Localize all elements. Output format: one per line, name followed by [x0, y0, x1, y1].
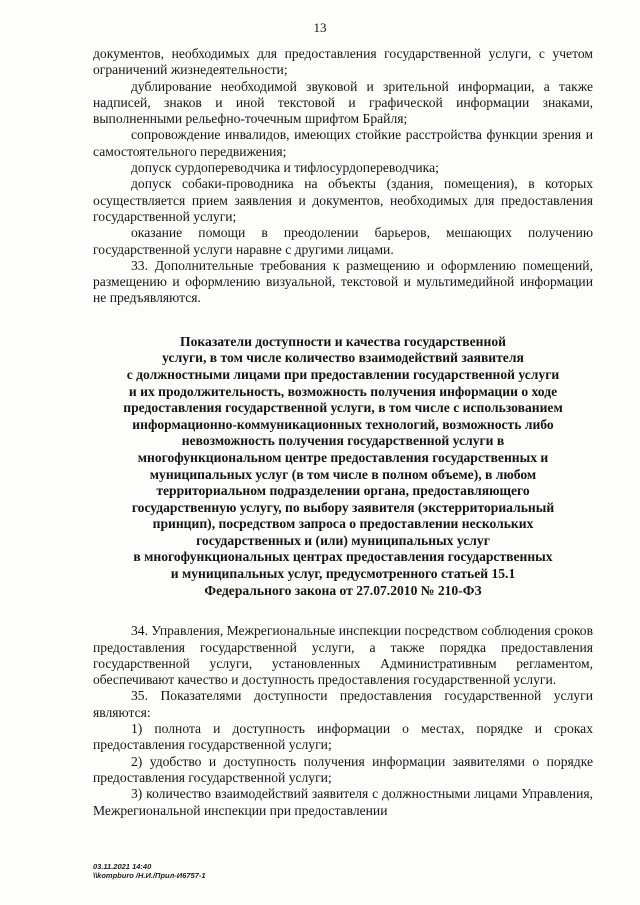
paragraph: оказание помощи в преодолении барьеров, мешающих получению государственной услуги наравне с другими лицами. — [93, 225, 593, 257]
heading-line: с должностными лицами при предоставлении государственной услуги — [126, 366, 560, 382]
footer-path: \\kompburo /Н.И./Прил-И6757-1 — [93, 871, 206, 880]
footer-stamp — [93, 862, 206, 880]
heading-line: территориальном подразделении органа, предоставляющего — [156, 483, 530, 499]
paragraph: дублирование необходимой звуковой и зрительной информации, а также надписей, знаков и иной текстовой и графической информации знаками, выполненными рельефно-точечным шрифтом Брайля; — [93, 78, 593, 127]
heading-line: и их продолжительность, возможность получения информации о ходе — [128, 383, 558, 399]
paragraph: документов, необходимых для предоставления государственной услуги, с учетом ограничений жизнедеятельности; — [93, 46, 593, 78]
paragraph-33: 33. Дополнительные требования к размещению и оформлению помещений, размещению и оформлению визуальной, текстовой и мультимедийной информации не предъявляются. — [93, 257, 593, 306]
paragraph: допуск собаки-проводника на объекты (здания, помещения), в которых осуществляется прием заявления и документов, необходимых для предоставления государственной услуги; — [93, 176, 593, 224]
paragraph: допуск сурдопереводчика и тифлосурдопереводчика; — [131, 160, 439, 176]
heading-line: информационно-коммуникационных технологий, возможность либо — [132, 416, 554, 432]
paragraph: сопровождение инвалидов, имеющих стойкие расстройства функции зрения и самостоятельного передвижения; — [93, 127, 593, 159]
page-number: 13 — [313, 20, 327, 35]
heading-line: государственных и (или) муниципальных услуг — [196, 532, 490, 548]
heading-line: государственную услугу, по выбору заявителя (экстерриториальный — [131, 499, 555, 515]
heading-line: Показатели доступности и качества государственной — [180, 333, 506, 349]
heading-line: Федерального закона от 27.07.2010 № 210-ФЗ — [204, 582, 482, 598]
list-item: 2) удобство и доступность получения информации заявителями о порядке предоставления государственной услуги; — [93, 753, 593, 785]
footer-date: 03.11.2021 14:40 — [93, 862, 152, 871]
paragraph-35: 35. Показателями доступности предоставления государственной услуги являются: — [93, 688, 593, 720]
heading-line: услуги, в том числе количество взаимодействий заявителя — [162, 350, 524, 366]
list-item: 1) полнота и доступность информации о местах, порядке и сроках предоставления государственной услуги; — [93, 721, 593, 753]
heading-line: предоставления государственной услуги, в том числе с использованием — [123, 400, 563, 416]
heading-line: невозможность получения государственной услуги в — [181, 433, 505, 449]
heading-line: принцип), посредством запроса о предоставлении нескольких — [152, 516, 534, 532]
document-body — [93, 46, 593, 819]
heading-line: и муниципальных услуг, предусмотренного статьей 15.1 — [170, 566, 516, 582]
heading-line: многофункциональном центре предоставления государственных и — [137, 449, 549, 465]
heading-line: муниципальных услуг (в том числе в полном объеме), в любом — [149, 466, 537, 482]
paragraph-34: 34. Управления, Межрегиональные инспекции посредством соблюдения сроков предоставления государственной услуги, а также порядка предоставления государственной услуги, установленных Административным регламентом, обеспечивают качество и доступность предоставления государственной услуги. — [93, 623, 593, 688]
list-item: 3) количество взаимодействий заявителя с должностными лицами Управления, Межрегиональной инспекции при предоставлении — [93, 786, 593, 818]
section-heading — [93, 334, 593, 600]
heading-line: в многофункциональных центрах предоставления государственных — [133, 549, 553, 565]
